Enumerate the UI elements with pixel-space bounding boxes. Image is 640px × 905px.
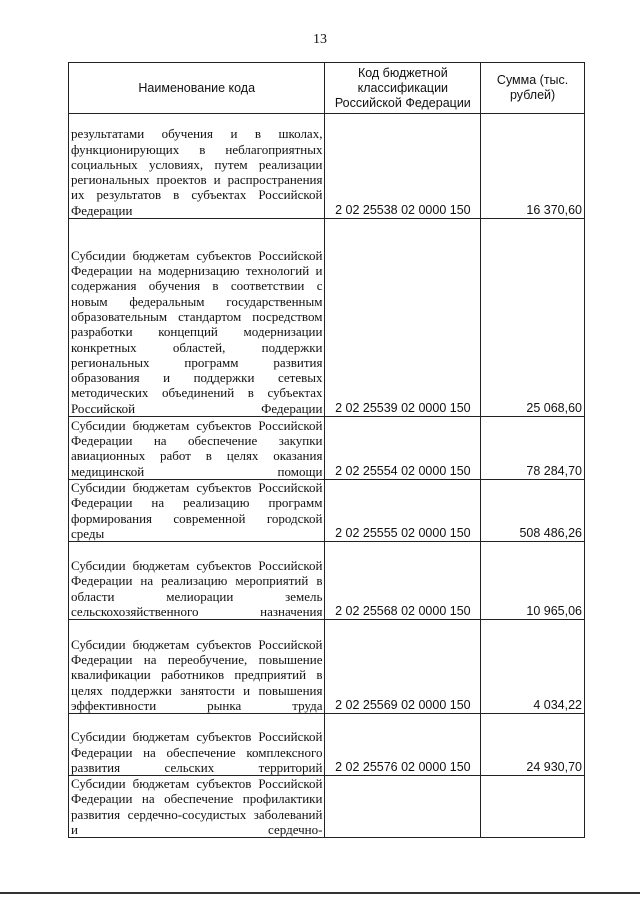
row-name: результатами обучения и в школах, функционирующих в неблагоприятных социальных условиях, путем реализации региональных проектов и распространения их результатов в субъектах Российской Федерации (69, 114, 325, 219)
table-row (69, 417, 585, 480)
table-row (69, 219, 585, 417)
row-amount: 78 284,70 (481, 417, 585, 480)
table-row (69, 480, 585, 542)
row-amount: 16 370,60 (481, 114, 585, 219)
page-number: 13 (313, 32, 327, 47)
row-name: Субсидии бюджетам субъектов Российской Федерации на обеспечение комплексного развития сельских территорий (69, 714, 325, 776)
row-name: Субсидии бюджетам субъектов Российской Федерации на реализацию мероприятий в области мелиорации земель сельскохозяйственного назначения (69, 542, 325, 620)
budget-table (68, 62, 585, 838)
row-amount (481, 776, 585, 838)
footer-rule (0, 892, 640, 894)
row-code: 2 02 25576 02 0000 150 (325, 714, 481, 776)
row-code (325, 776, 481, 838)
row-code: 2 02 25539 02 0000 150 (325, 219, 481, 417)
table-row (69, 542, 585, 620)
header-amount: Сумма (тыс. рублей) (481, 63, 585, 114)
row-code: 2 02 25538 02 0000 150 (325, 114, 481, 219)
row-amount: 24 930,70 (481, 714, 585, 776)
row-code: 2 02 25568 02 0000 150 (325, 542, 481, 620)
row-name: Субсидии бюджетам субъектов Российской Федерации на модернизацию технологий и содержания обучения в соответствии с новым федеральным государственным образовательным стандартом посредством разработки концепций модернизации конкретных областей, поддержки региональных программ развития образования и поддержки сетевых методических объединений в субъектах Российской Федерации (69, 219, 325, 417)
row-name: Субсидии бюджетам субъектов Российской Федерации на переобучение, повышение квалификации работников предприятий в целях поддержки занятости и повышения эффективности рынка труда (69, 620, 325, 714)
table-row (69, 714, 585, 776)
row-name: Субсидии бюджетам субъектов Российской Федерации на обеспечение профилактики развития сердечно-сосудистых заболеваний и сердечно- (69, 776, 325, 838)
row-amount: 508 486,26 (481, 480, 585, 542)
row-amount: 25 068,60 (481, 219, 585, 417)
header-name: Наименование кода (69, 63, 325, 114)
table-header-row (69, 63, 585, 114)
header-code: Код бюджетной классификации Российской Федерации (325, 63, 481, 114)
table-row (69, 620, 585, 714)
row-code: 2 02 25569 02 0000 150 (325, 620, 481, 714)
table-row (69, 114, 585, 219)
row-amount: 10 965,06 (481, 542, 585, 620)
row-code: 2 02 25554 02 0000 150 (325, 417, 481, 480)
row-name: Субсидии бюджетам субъектов Российской Федерации на обеспечение закупки авиационных работ в целях оказания медицинской помощи (69, 417, 325, 480)
row-name: Субсидии бюджетам субъектов Российской Федерации на реализацию программ формирования современной городской среды (69, 480, 325, 542)
table-row (69, 776, 585, 838)
row-code: 2 02 25555 02 0000 150 (325, 480, 481, 542)
row-amount: 4 034,22 (481, 620, 585, 714)
